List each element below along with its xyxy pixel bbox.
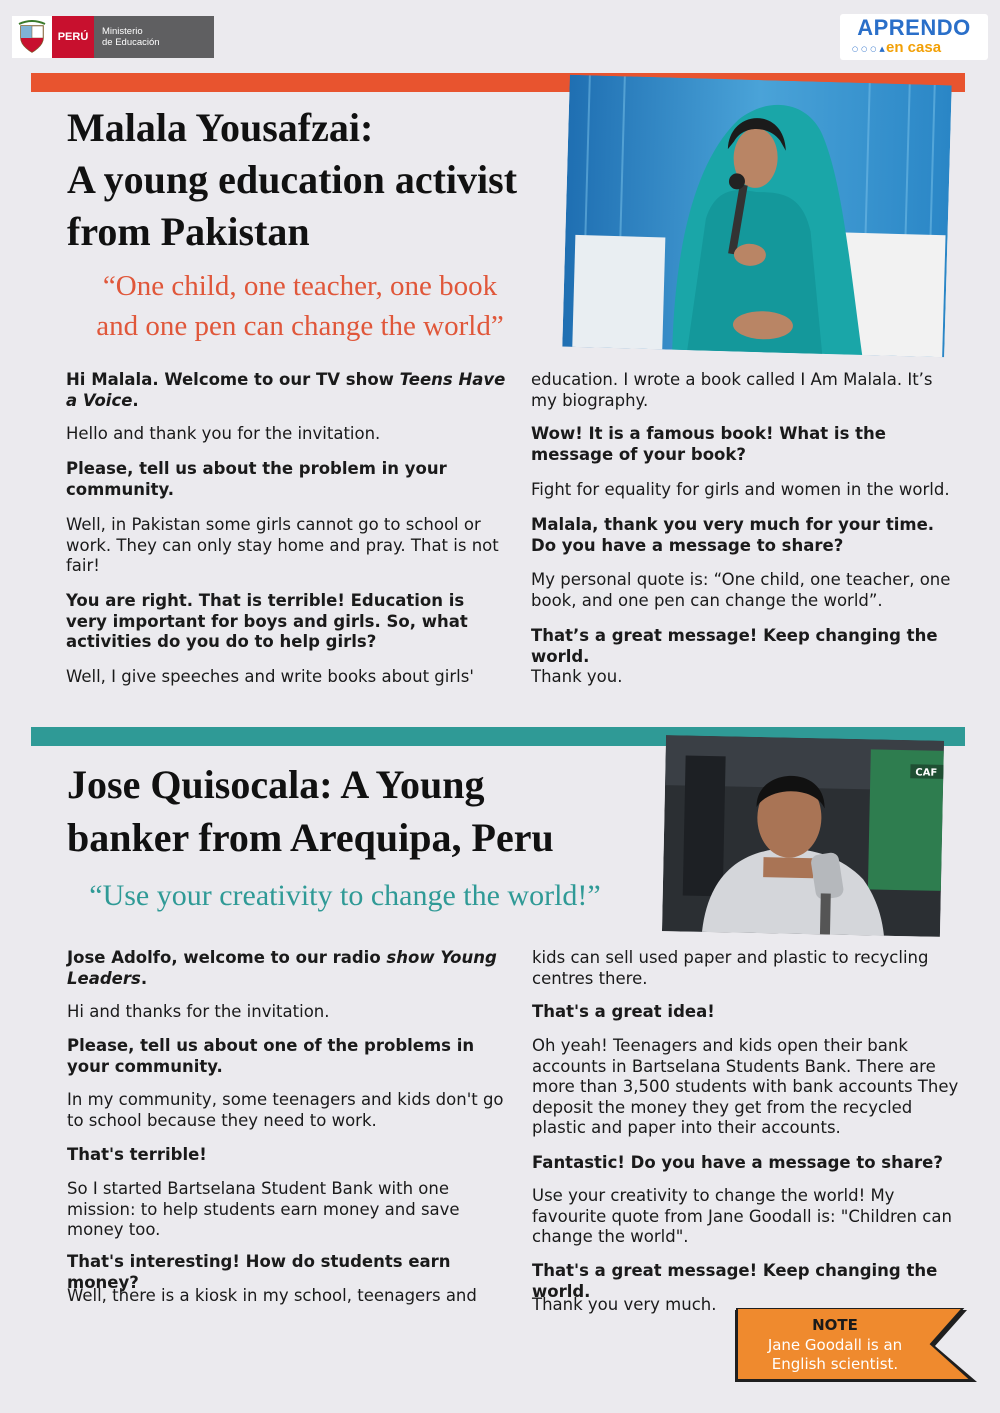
interview-answer: Hello and thank you for the invitation. [66, 424, 381, 443]
interview-question: Please, tell us about one of the problems in your community. [67, 1036, 475, 1076]
studio-sign: CAF [915, 767, 938, 779]
interview-question: That’s a great message! Keep changing the world. [531, 626, 938, 666]
note-text [735, 1308, 935, 1374]
interview-question: Hi Malala. Welcome to our TV show Teens Have a Voice. [66, 370, 506, 410]
ministry-line-1: Ministerio [102, 26, 143, 37]
note-line-1: Jane Goodall is an [767, 1336, 903, 1354]
section2-title-line: Jose Quisocala: A Young [67, 762, 485, 807]
interview-answer: My personal quote is: “One child, one teacher, one book, and one pen can change the world”. [531, 570, 951, 610]
show-name: show Young Leaders [67, 948, 497, 988]
interview-question: That's terrible! [67, 1145, 207, 1164]
interview-question: You are right. That is terrible! Education is very important for boys and girls. So, what activities do you do to help girls? [66, 591, 468, 651]
section2-title [67, 758, 647, 864]
interview-question: Jose Adolfo, welcome to our radio show Young Leaders. [67, 948, 497, 988]
interview-answer: Oh yeah! Teenagers and kids open their bank accounts in Bartselana Students Bank. There are more than 3,500 students with bank accounts They deposit the money they get from the recycled plastic and paper into their accounts. [532, 1036, 959, 1137]
interview-question: That's a great message! Keep changing the world. [532, 1261, 938, 1301]
ministry-line-2: de Educación [102, 37, 160, 48]
section1-title-line: A young education activist [67, 157, 518, 202]
interview-question: That's interesting! How do students earn money? [67, 1252, 451, 1292]
interview-answer: So I started Bartselana Student Bank with one mission: to help students earn money and save money too. [67, 1179, 460, 1239]
section1-quote-line: “One child, one teacher, one book [102, 270, 498, 302]
brand-dots-icon: ○○○▲ [852, 45, 888, 53]
interview-answer: Well, I give speeches and write books about girls' [66, 667, 474, 686]
interview-answer: Fight for equality for girls and women in the world. [531, 480, 950, 499]
interview-answer: kids can sell used paper and plastic to recycling centres there. [532, 948, 929, 988]
interview-answer: Well, in Pakistan some girls cannot go to school or work. They can only stay home and pray. That is not fair! [66, 515, 499, 575]
minedu-logo [12, 16, 214, 58]
country-label: PERÚ [52, 16, 94, 58]
aprendo-en-casa-logo [840, 14, 988, 60]
brand-line-1: APRENDO [857, 15, 971, 40]
interview-question: Malala, thank you very much for your time. Do you have a message to share? [531, 515, 935, 555]
brand-line-2: en casa [886, 39, 942, 56]
interview-question: Fantastic! Do you have a message to share? [532, 1153, 943, 1172]
section1-quote-line: and one pen can change the world” [96, 310, 504, 342]
coat-of-arms-icon [12, 16, 52, 58]
ministry-name [94, 16, 214, 58]
interview-answer: Thank you. [531, 667, 623, 686]
note-heading: NOTE [812, 1316, 858, 1334]
interview-question: Wow! It is a famous book! What is the message of your book? [531, 424, 886, 464]
section2-quote: “Use your creativity to change the world!” [89, 879, 601, 912]
section2-title-line: banker from Arequipa, Peru [67, 815, 554, 860]
interview-question: Please, tell us about the problem in your community. [66, 459, 447, 499]
jose-photo [662, 735, 944, 937]
interview-answer: Hi and thanks for the invitation. [67, 1002, 330, 1021]
interview-answer: Use your creativity to change the world! My favourite quote from Jane Goodall is: "Children can change the world". [532, 1186, 952, 1246]
section1-title-line: Malala Yousafzai: [67, 105, 374, 150]
note-badge [735, 1308, 980, 1386]
note-line-2: English scientist. [771, 1355, 899, 1373]
section1-title-line: from Pakistan [67, 209, 310, 254]
section1-title [67, 102, 567, 258]
interview-answer: Thank you very much. [532, 1295, 717, 1314]
show-name: Teens Have a Voice [66, 370, 506, 410]
malala-photo [562, 75, 951, 358]
interview-answer: Well, there is a kiosk in my school, teenagers and [67, 1286, 477, 1305]
interview-question: That's a great idea! [532, 1002, 715, 1021]
interview-answer: education. I wrote a book called I Am Malala. It’s my biography. [531, 370, 933, 410]
interview-answer: In my community, some teenagers and kids don't go to school because they need to work. [67, 1090, 504, 1130]
section1-quote [50, 266, 550, 346]
